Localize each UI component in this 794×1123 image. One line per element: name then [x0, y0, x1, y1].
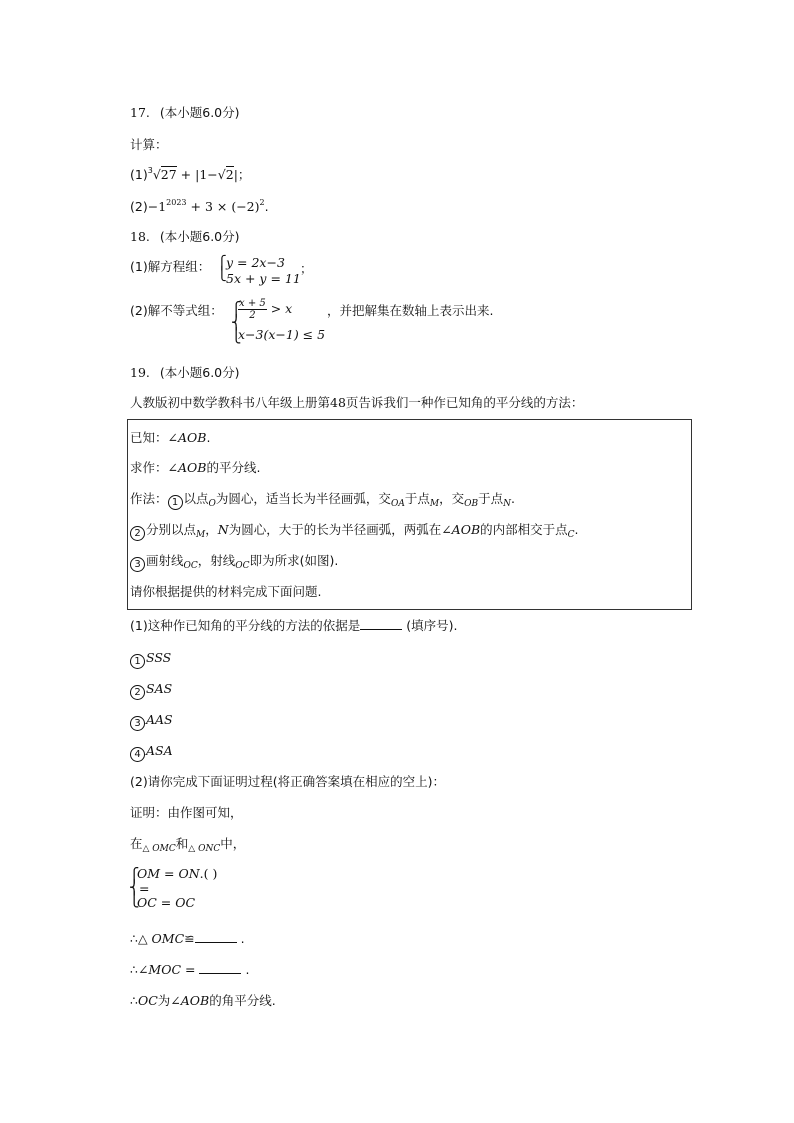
q17-part1: $(1)^3√27 + |1-√2|$； [130, 166, 251, 182]
method-box [127, 419, 692, 610]
circled-number: 4 [130, 747, 145, 762]
q18-part1-end: ； [300, 261, 313, 276]
q17-part2: $(2)-1^{2023} + 3 \times (-2)^2$. [130, 198, 269, 214]
box-closing: 请你根据提供的材料完成下面问题. [130, 584, 322, 599]
proof-system-eq3: OC = OC [137, 895, 196, 910]
proof-line1: 证明：由作图可知， [130, 805, 243, 820]
circled-number: 3 [130, 716, 145, 731]
q18-header: 18. (本小题6.0分) [130, 229, 240, 244]
q18-system1-eq1: y = 2x−3 [226, 255, 285, 270]
circled-number: 3 [130, 557, 145, 572]
q17-header: 17. (本小题6.0分) [130, 105, 240, 120]
option-2: 2 SAS [130, 680, 172, 700]
box-method-step2: 2 分别以点$_M$，N为圆心，大于的长为半径画弧，两弧在∠AOB的内部相交于点$_C$. [130, 521, 579, 541]
q19-sub2: (2)请你完成下面证明过程(将正确答案填在相应的空上)： [130, 774, 445, 789]
proof-conclusion1: ∴△ OMC≌ . [130, 931, 245, 946]
proof-conclusion3: ∴OC为∠AOB的角平分线. [130, 993, 276, 1008]
circled-number: 1 [130, 654, 145, 669]
box-known: 已知：∠AOB. [130, 430, 211, 445]
q18-system2-brace: ⎧ ⎨ ⎩ [231, 302, 242, 344]
answer-blank[interactable] [360, 617, 402, 630]
q18-system2-ineq1: $\frac{x + 5}{2}$ > x [239, 298, 293, 321]
q19-header: 19. (本小题6.0分) [130, 365, 240, 380]
proof-system-eq2: = [139, 881, 150, 896]
answer-blank[interactable] [199, 961, 241, 974]
q18-part1-label: (1)解方程组： [130, 259, 211, 274]
circled-number: 1 [168, 495, 183, 510]
box-method-step1: 作法： 1 以点$_O$为圆心，适当长为半径画弧，交$_{OA}$于点$_M$，交$_{OB}$于点$_N$. [130, 491, 515, 509]
proof-line2: 在$_{\triangle OMC}$和$_{\triangle ONC}$中， [130, 836, 246, 854]
q19-sub1: (1)这种作已知角的平分线的方法的依据是 (填序号). [130, 618, 458, 633]
q18-part2-end: ，并把解集在数轴上表示出来. [327, 303, 494, 318]
q18-system1-brace: ⎧ ⎩ [217, 256, 227, 282]
proof-system-eq1: OM = ON.( ) [137, 866, 218, 881]
box-method-step3: 3 画射线$_{OC}$，射线$_{OC}$即为所求(如图). [130, 552, 338, 572]
option-1: 1 SSS [130, 649, 171, 669]
proof-conclusion2: ∴∠MOC = . [130, 962, 250, 977]
option-3: 3 AAS [130, 711, 173, 731]
box-task: 求作：∠AOB的平分线. [130, 460, 261, 475]
circled-number: 2 [130, 685, 145, 700]
circled-number: 2 [130, 526, 145, 541]
answer-blank[interactable] [195, 930, 237, 943]
q18-part2-label: (2)解不等式组： [130, 303, 223, 318]
proof-system-brace: ⎧ ⎨ ⎩ [129, 868, 140, 908]
q18-system2-ineq2: x−3(x−1) ≤ 5 [238, 327, 326, 342]
q18-system1-eq2: 5x + y = 11 [226, 271, 301, 286]
q17-instruction: 计算： [130, 137, 168, 152]
option-4: 4 ASA [130, 742, 173, 762]
q19-intro: 人教版初中数学教科书八年级上册第48页告诉我们一种作已知角的平分线的方法： [130, 395, 584, 410]
